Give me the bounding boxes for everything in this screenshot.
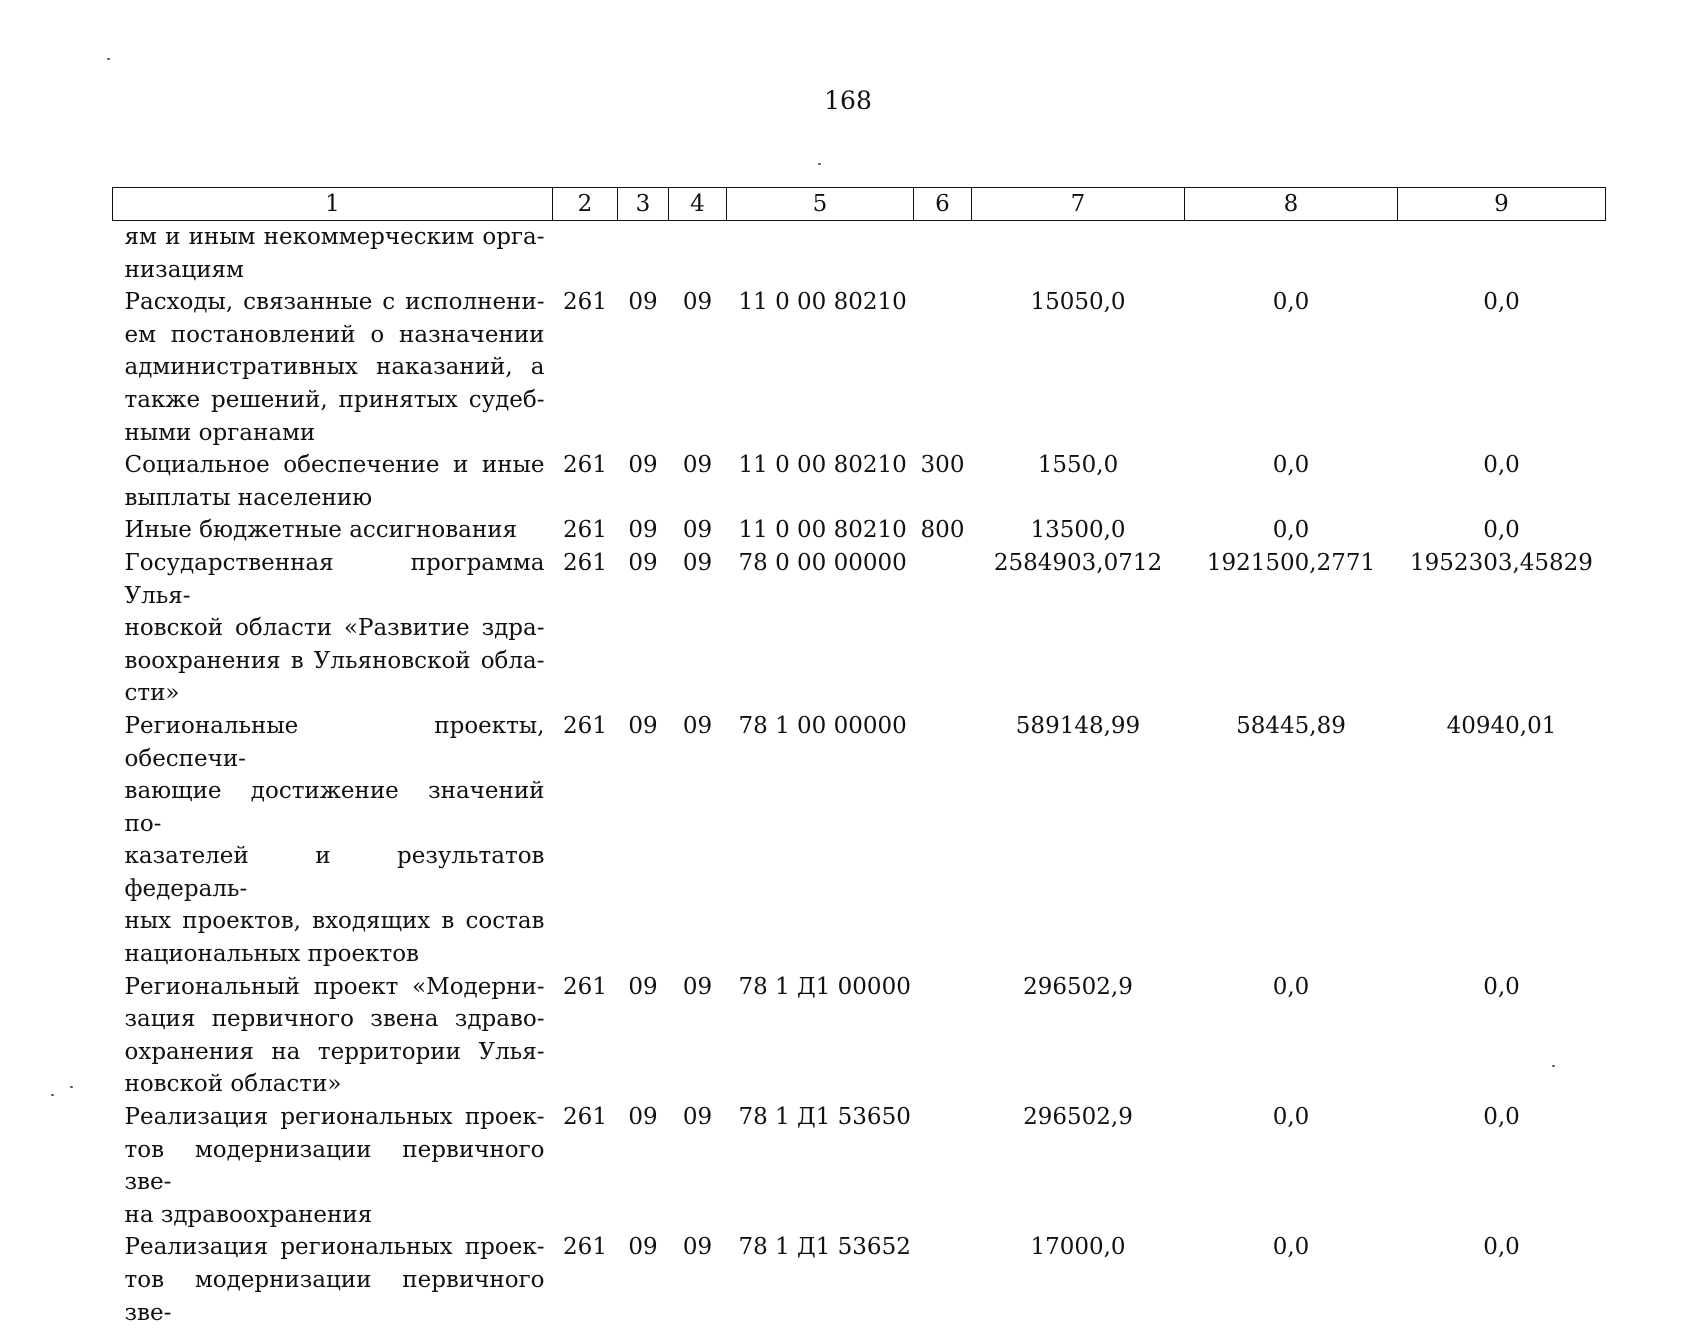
- section-code: [618, 221, 669, 287]
- row-name: [113, 1101, 553, 1231]
- amount-col-7: 17000,0: [972, 1231, 1185, 1329]
- ministry-code: 261: [553, 514, 618, 547]
- row-name: [113, 1231, 553, 1329]
- row-name-line: новской области»: [125, 1068, 545, 1101]
- target-article-code: 78 1 Д1 53652: [727, 1231, 914, 1329]
- section-code: 09: [618, 547, 669, 710]
- expense-type-code: [914, 286, 972, 449]
- budget-table: [112, 187, 1606, 1329]
- table-row: [113, 971, 1606, 1101]
- section-code: 09: [618, 514, 669, 547]
- amount-col-9: 40940,01: [1398, 710, 1606, 971]
- target-article-code: 11 0 00 80210: [727, 514, 914, 547]
- amount-col-9: [1398, 221, 1606, 287]
- row-name-line: охранения на территории Улья-: [125, 1036, 545, 1069]
- row-name: [113, 449, 553, 514]
- table-row: [113, 449, 1606, 514]
- subsection-code: 09: [669, 286, 727, 449]
- amount-col-9: 0,0: [1398, 1101, 1606, 1231]
- amount-col-7: 296502,9: [972, 1101, 1185, 1231]
- row-name-line: Реализация региональных проек-: [125, 1101, 545, 1134]
- row-name-line: ям и иным некоммерческим орга-: [125, 221, 545, 254]
- ministry-code: 261: [553, 547, 618, 710]
- scan-speck: [51, 1094, 54, 1096]
- subsection-code: 09: [669, 547, 727, 710]
- table-row: [113, 710, 1606, 971]
- table-row: [113, 547, 1606, 710]
- amount-col-8: 58445,89: [1185, 710, 1398, 971]
- amount-col-8: 0,0: [1185, 286, 1398, 449]
- column-header-1: 1: [113, 188, 553, 221]
- row-name-line: воохранения в Ульяновской обла-: [125, 645, 545, 678]
- row-name-line: Региональный проект «Модерни-: [125, 971, 545, 1004]
- section-code: 09: [618, 449, 669, 514]
- ministry-code: 261: [553, 1231, 618, 1329]
- amount-col-7: 2584903,0712: [972, 547, 1185, 710]
- column-header-7: 7: [972, 188, 1185, 221]
- table-header: [113, 188, 1606, 221]
- header-row: [113, 188, 1606, 221]
- amount-col-9: 1952303,45829: [1398, 547, 1606, 710]
- row-name-line: выплаты населению: [125, 482, 545, 515]
- row-name-line: вающие достижение значений по-: [125, 775, 545, 840]
- section-code: 09: [618, 286, 669, 449]
- target-article-code: 11 0 00 80210: [727, 286, 914, 449]
- target-article-code: 78 1 00 00000: [727, 710, 914, 971]
- ministry-code: 261: [553, 1101, 618, 1231]
- row-name-line: Реализация региональных проек-: [125, 1231, 545, 1264]
- amount-col-8: 0,0: [1185, 449, 1398, 514]
- row-name: [113, 286, 553, 449]
- amount-col-9: 0,0: [1398, 971, 1606, 1101]
- subsection-code: 09: [669, 1101, 727, 1231]
- section-code: 09: [618, 971, 669, 1101]
- table-body: [113, 221, 1606, 1329]
- amount-col-7: 296502,9: [972, 971, 1185, 1101]
- row-name-line: национальных проектов: [125, 938, 545, 971]
- page-number: 168: [0, 86, 1696, 115]
- subsection-code: 09: [669, 449, 727, 514]
- amount-col-8: 1921500,2771: [1185, 547, 1398, 710]
- column-header-5: 5: [727, 188, 914, 221]
- column-header-9: 9: [1398, 188, 1606, 221]
- row-name-line: низациям: [125, 254, 545, 287]
- expense-type-code: 300: [914, 449, 972, 514]
- expense-type-code: [914, 710, 972, 971]
- subsection-code: [669, 221, 727, 287]
- target-article-code: 78 1 Д1 00000: [727, 971, 914, 1101]
- row-name-line: административных наказаний, а: [125, 351, 545, 384]
- amount-col-7: 13500,0: [972, 514, 1185, 547]
- amount-col-8: [1185, 221, 1398, 287]
- subsection-code: 09: [669, 1231, 727, 1329]
- amount-col-9: 0,0: [1398, 1231, 1606, 1329]
- column-header-6: 6: [914, 188, 972, 221]
- subsection-code: 09: [669, 514, 727, 547]
- row-name-line: тов модернизации первичного зве-: [125, 1264, 545, 1329]
- row-name-line: ных проектов, входящих в состав: [125, 905, 545, 938]
- column-header-4: 4: [669, 188, 727, 221]
- expense-type-code: [914, 1231, 972, 1329]
- amount-col-8: 0,0: [1185, 1231, 1398, 1329]
- section-code: 09: [618, 1231, 669, 1329]
- ministry-code: [553, 221, 618, 287]
- subsection-code: 09: [669, 971, 727, 1101]
- column-header-2: 2: [553, 188, 618, 221]
- scan-speck: [70, 1086, 73, 1088]
- row-name-line: ными органами: [125, 417, 545, 450]
- amount-col-8: 0,0: [1185, 1101, 1398, 1231]
- row-name-line: тов модернизации первичного зве-: [125, 1134, 545, 1199]
- target-article-code: 78 1 Д1 53650: [727, 1101, 914, 1231]
- expense-type-code: [914, 221, 972, 287]
- amount-col-9: 0,0: [1398, 514, 1606, 547]
- ministry-code: 261: [553, 449, 618, 514]
- target-article-code: 78 0 00 00000: [727, 547, 914, 710]
- row-name-line: Социальное обеспечение и иные: [125, 449, 545, 482]
- subsection-code: 09: [669, 710, 727, 971]
- ministry-code: 261: [553, 971, 618, 1101]
- row-name: [113, 221, 553, 287]
- table-row: [113, 514, 1606, 547]
- target-article-code: [727, 221, 914, 287]
- row-name-line: сти»: [125, 677, 545, 710]
- ministry-code: 261: [553, 710, 618, 971]
- table-row: [113, 221, 1606, 287]
- amount-col-7: 1550,0: [972, 449, 1185, 514]
- row-name-line: Расходы, связанные с исполнени-: [125, 286, 545, 319]
- target-article-code: 11 0 00 80210: [727, 449, 914, 514]
- ministry-code: 261: [553, 286, 618, 449]
- table-row: [113, 286, 1606, 449]
- scan-speck: [107, 58, 110, 60]
- amount-col-8: 0,0: [1185, 514, 1398, 547]
- row-name-line: на здравоохранения: [125, 1199, 545, 1232]
- expense-type-code: [914, 1101, 972, 1231]
- row-name-line: также решений, принятых судеб-: [125, 384, 545, 417]
- row-name-line: казателей и результатов федераль-: [125, 840, 545, 905]
- amount-col-7: 589148,99: [972, 710, 1185, 971]
- scan-speck: [818, 163, 821, 165]
- column-header-8: 8: [1185, 188, 1398, 221]
- row-name: [113, 710, 553, 971]
- amount-col-8: 0,0: [1185, 971, 1398, 1101]
- amount-col-9: 0,0: [1398, 286, 1606, 449]
- row-name: [113, 547, 553, 710]
- amount-col-7: 15050,0: [972, 286, 1185, 449]
- amount-col-9: 0,0: [1398, 449, 1606, 514]
- row-name: [113, 971, 553, 1101]
- row-name-line: Иные бюджетные ассигнования: [125, 514, 545, 547]
- row-name: [113, 514, 553, 547]
- row-name-line: новской области «Развитие здра-: [125, 612, 545, 645]
- expense-type-code: 800: [914, 514, 972, 547]
- expense-type-code: [914, 547, 972, 710]
- table-row: [113, 1231, 1606, 1329]
- table-row: [113, 1101, 1606, 1231]
- row-name-line: зация первичного звена здраво-: [125, 1003, 545, 1036]
- row-name-line: Государственная программа Улья-: [125, 547, 545, 612]
- amount-col-7: [972, 221, 1185, 287]
- expense-type-code: [914, 971, 972, 1101]
- column-header-3: 3: [618, 188, 669, 221]
- row-name-line: Региональные проекты, обеспечи-: [125, 710, 545, 775]
- section-code: 09: [618, 710, 669, 971]
- section-code: 09: [618, 1101, 669, 1231]
- row-name-line: ем постановлений о назначении: [125, 319, 545, 352]
